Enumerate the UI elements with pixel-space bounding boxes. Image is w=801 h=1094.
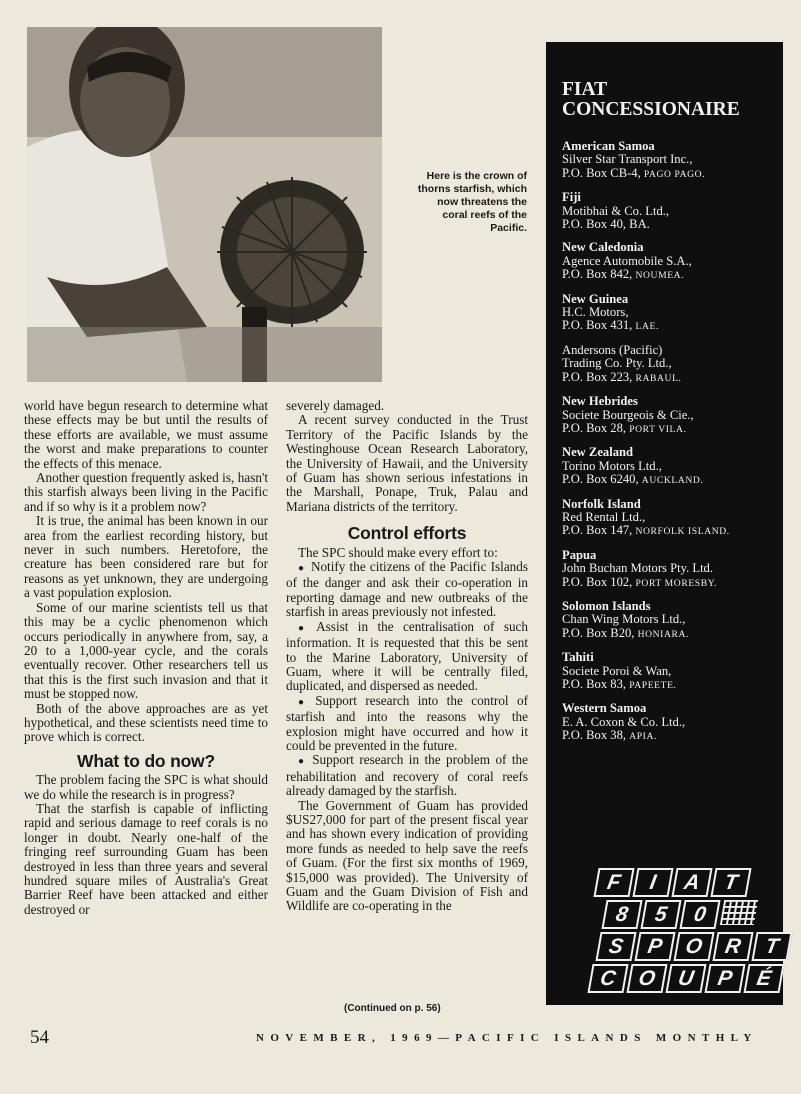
dealer-country: New Guinea: [562, 291, 629, 306]
paragraph: The SPC should make every effort to:: [298, 544, 498, 560]
paragraph: Both of the above approaches are as yet hypothetical, and these scientists need time to prove which is correct.: [24, 700, 268, 745]
fiat-850-sport-coupe-logo: [590, 868, 793, 996]
dealer-address: [562, 218, 780, 231]
logo-letter: 8: [601, 900, 642, 929]
dealer-country: Papua: [562, 547, 597, 562]
logo-letter: É: [743, 964, 784, 993]
logo-letter: T: [710, 868, 751, 897]
dealer-city: APIA.: [629, 731, 657, 743]
dealer-name: Agence Automobile S.A.,: [562, 253, 692, 268]
logo-row: [598, 932, 793, 961]
dealer-address: [562, 524, 780, 538]
paragraph: The problem facing the SPC is what should we do while the research is in progress?: [24, 772, 268, 802]
dealer-name: E. A. Coxon & Co. Ltd.,: [562, 714, 686, 729]
dealer-po-box: P.O. Box 147,: [562, 523, 633, 538]
dealer-country: Western Samoa: [562, 701, 647, 716]
continued-note: (Continued on p. 56): [344, 1003, 441, 1014]
section-heading: Control efforts: [347, 523, 467, 544]
dealer-po-box: P.O. Box 431,: [562, 318, 633, 333]
dealer-address: [562, 473, 780, 487]
dealer-entry: [562, 293, 780, 334]
dealer-country: Tahiti: [562, 650, 594, 665]
paragraph: Another question frequently asked is, hasn't this starfish always been living in the Pacific and if so why is it a problem now?: [24, 470, 268, 514]
caption-line-4: coral reefs of the: [442, 209, 527, 221]
ad-title-line-2: CONCESSIONAIRE: [562, 99, 740, 120]
logo-letter: P: [634, 932, 675, 961]
logo-letter: T: [751, 932, 792, 961]
dealer-country: New Caledonia: [562, 240, 644, 255]
dealer-name: Torino Motors Ltd.,: [562, 458, 662, 473]
paragraph: Some of our marine scientists tell us that this may be a cyclic phenomenon which occurs periodically in anywhere from, say, a 20 to a 1,000-year cycle, and the corals eventually recover. Other researchers tell us that this is the first such invasion and that it must be stopped now.: [24, 599, 268, 702]
dealer-address: [562, 371, 780, 385]
logo-letter: R: [712, 932, 753, 961]
dealer-country: New Hebrides: [562, 394, 638, 409]
dealer-country: Solomon Islands: [562, 598, 651, 613]
bullet-item: ● Support research in the problem of the rehabilitation and recovery of coral reefs already damaged by the starfish.: [286, 753, 528, 798]
dealer-address: [562, 627, 780, 641]
logo-letter: I: [632, 868, 673, 897]
dealer-city: PAGO PAGO.: [643, 168, 706, 180]
dealer-city: PORT VILA.: [629, 423, 687, 435]
dealer-entry: [562, 651, 780, 692]
dealer-address: [562, 319, 780, 333]
dealer-po-box: P.O. Box 102,: [562, 574, 633, 589]
dealer-address: [562, 167, 780, 181]
paragraph: severely damaged.: [286, 398, 385, 413]
dealer-entry: [562, 140, 780, 181]
caption-line-5: Pacific.: [490, 222, 527, 234]
paragraph: The Government of Guam has provided $US27,000 for part of the present fiscal year and has shown every indication of providing more funds as needed to help save the reefs of Guam. (For the first six months of 1969, $15,000 was provided). The University of Guam and the Guam Division of Fish and Wildlife are co-operating in the: [286, 797, 528, 914]
starfish-photo-illustration: [27, 27, 382, 382]
ad-title: [562, 80, 740, 120]
fiat-advertisement: [546, 42, 783, 1005]
dealer-entry: [562, 549, 780, 590]
dealer-entry: [562, 191, 780, 231]
paragraph: A recent survey conducted in the Trust Territory of the Pacific Islands by the Westinghouse Ocean Research Laboratory, the University of Hawaii, and the University of Guam has shown serious infestations in the Marshall, Ponape, Truk, Palau and Mariana districts of the territory.: [286, 412, 528, 514]
dealer-address: [562, 678, 780, 692]
logo-row: [590, 964, 793, 993]
dealer-address: [562, 576, 780, 590]
dealer-address: [562, 422, 780, 436]
dealer-city: PORT MORESBY.: [635, 577, 718, 589]
logo-row: [596, 868, 793, 897]
logo-letter: P: [704, 964, 745, 993]
dealer-po-box: P.O. Box 6240,: [562, 472, 639, 487]
dealer-city: PAPEETE.: [629, 680, 677, 691]
dealer-city: RABAUL.: [635, 372, 682, 384]
dealer-name: Trading Co. Pty. Ltd.,: [562, 356, 672, 371]
dealer-city: AUCKLAND.: [641, 475, 704, 487]
dealer-name: Silver Star Transport Inc.,: [562, 152, 693, 167]
bullet-item: ● Notify the citizens of the Pacific Islands of the danger and ask their co-operation in reporting damage and new outbreaks of the starfish in areas previously not infested.: [286, 560, 528, 620]
page-number: 54: [30, 1027, 49, 1048]
caption-line-1: Here is the crown of: [426, 170, 527, 182]
dealer-list: [562, 140, 780, 754]
ad-title-line-1: FIAT: [562, 79, 608, 100]
logo-letter: F: [593, 868, 634, 897]
dealer-country: American Samoa: [562, 139, 655, 153]
dealer-country: Fiji: [562, 190, 581, 205]
dealer-name: H.C. Motors,: [562, 305, 629, 320]
paragraph: It is true, the animal has been known in our area from the earliest recording history, but never in such numbers. Heretofore, the creature has been considered rare but for reasons as yet unknown, they are undergoing a vast population explosion.: [24, 513, 268, 601]
dealer-city: NOUMEA.: [635, 270, 685, 282]
dealer-city: LAE.: [635, 321, 659, 333]
dealer-name: Chan Wing Motors Ltd.,: [562, 612, 686, 627]
dealer-entry: [562, 241, 780, 282]
dealer-name: Red Rental Ltd.,: [562, 509, 646, 524]
dealer-po-box: P.O. Box 38,: [562, 728, 627, 743]
dealer-name: Societe Poroi & Wan,: [562, 663, 672, 678]
masthead-footer: NOVEMBER, 1969—PACIFIC ISLANDS MONTHLY: [256, 1032, 758, 1044]
article-column-2: [286, 399, 528, 914]
bullet-item: ● Support research into the control of starfish and into the reasons why the explosion might have occurred and how it could be prevented in the future.: [286, 694, 528, 754]
dealer-address: [562, 729, 780, 743]
logo-letter: 5: [640, 900, 681, 929]
logo-row: [604, 900, 793, 929]
logo-grille-icon: [720, 900, 758, 925]
dealer-entry: [562, 702, 780, 743]
dealer-entry: [562, 600, 780, 641]
dealer-entry: [562, 498, 780, 539]
dealer-city: NORFOLK ISLAND.: [635, 526, 730, 538]
logo-letter: S: [595, 932, 636, 961]
logo-letter: 0: [679, 900, 720, 929]
dealer-entry: [562, 395, 780, 436]
section-heading: What to do now?: [77, 750, 215, 771]
dealer-po-box: P.O. Box 40, BA.: [562, 217, 650, 232]
logo-letter: U: [665, 964, 706, 993]
dealer-po-box: P.O. Box B20,: [562, 625, 635, 640]
dealer-name: Societe Bourgeois & Cie.,: [562, 407, 694, 422]
photo-caption: [392, 170, 527, 235]
dealer-city: HONIARA.: [637, 628, 690, 640]
dealer-country: New Zealand: [562, 445, 634, 460]
caption-line-2: thorns starfish, which: [417, 183, 527, 195]
dealer-name: Andersons (Pacific): [562, 342, 663, 357]
logo-letter: O: [673, 932, 714, 961]
dealer-po-box: P.O. Box 83,: [562, 677, 627, 691]
starfish-photo: [27, 27, 382, 382]
dealer-po-box: P.O. Box 28,: [562, 420, 627, 435]
dealer-name: John Buchan Motors Pty. Ltd.: [562, 561, 714, 576]
dealer-po-box: P.O. Box 842,: [562, 267, 633, 282]
logo-letter: O: [626, 964, 667, 993]
dealer-po-box: P.O. Box CB-4,: [562, 165, 641, 180]
dealer-address: [562, 268, 780, 282]
dealer-name: Motibhai & Co. Ltd.,: [562, 203, 670, 218]
logo-letter: A: [671, 868, 712, 897]
dealer-po-box: P.O. Box 223,: [562, 369, 633, 384]
bullet-item: ● Assist in the centralisation of such information. It is requested that this be sent to the Marine Laboratory, University of Guam, where it will be centrally filed, duplicated, and dispersed as needed.: [286, 620, 528, 694]
dealer-country: Norfolk Island: [562, 496, 641, 511]
paragraph: world have begun research to determine what these effects may be but until the results of these efforts are available, we must assume the worst and make preparations to counter the effects of this menace.: [24, 398, 268, 471]
logo-letter: C: [587, 964, 628, 993]
paragraph: That the starfish is capable of inflicting rapid and serious damage to reef corals is no longer in doubt. Nearly one-half of the fringing reef surrounding Guam has been destroyed in less than three years and several hundred square miles of Australia's Great Barrier Reef have been attacked and either destroyed or: [24, 800, 268, 917]
dealer-entry: [562, 344, 780, 385]
dealer-entry: [562, 446, 780, 487]
caption-line-3: now threatens the: [437, 196, 527, 208]
article-column-1: [24, 399, 268, 917]
